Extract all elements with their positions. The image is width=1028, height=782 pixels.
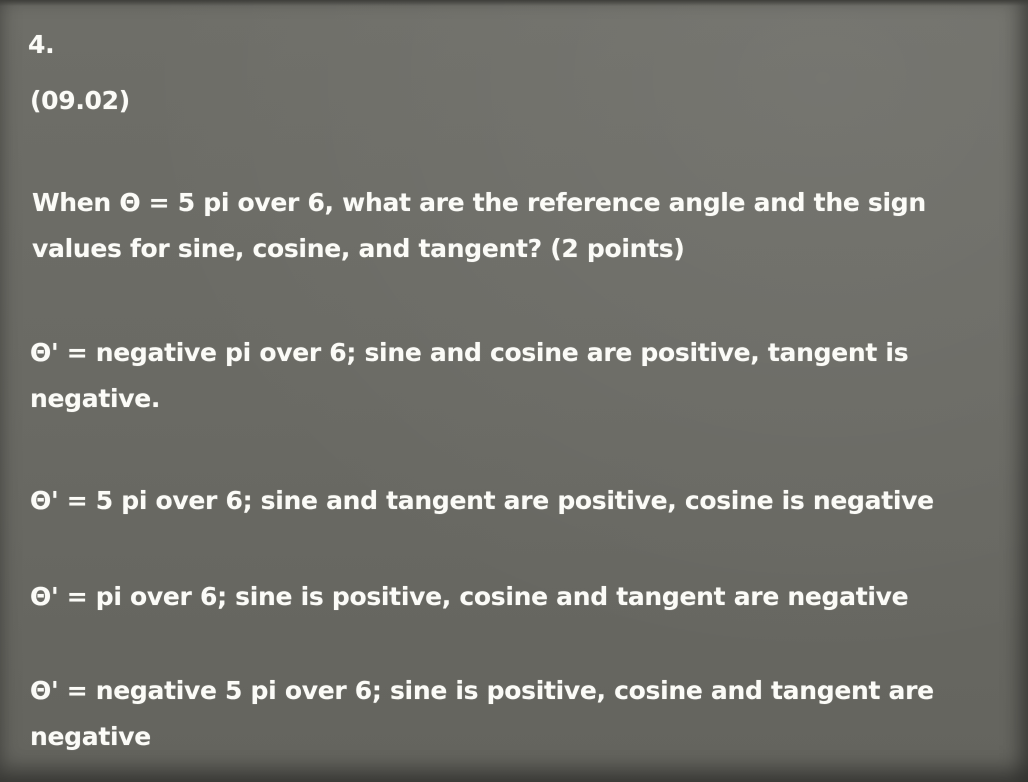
question-text: When Θ = 5 pi over 6, what are the reference angle and the sign values for sine, cosine, and tangent? (2 points): [32, 188, 926, 263]
question-number: 4.: [28, 30, 55, 59]
answer-choice-1-label: Θ' = negative pi over 6; sine and cosine are positive, tangent is negative.: [30, 338, 909, 413]
answer-choice-2[interactable]: [30, 478, 990, 524]
answer-choice-4[interactable]: [30, 668, 990, 760]
answer-choice-3[interactable]: [30, 574, 990, 620]
answer-choice-4-label: Θ' = negative 5 pi over 6; sine is positive, cosine and tangent are negative: [30, 676, 934, 751]
screen-top-edge: [0, 0, 1028, 6]
answer-choice-1[interactable]: [30, 330, 990, 422]
answer-choice-2-label: Θ' = 5 pi over 6; sine and tangent are positive, cosine is negative: [30, 486, 934, 515]
question-code: (09.02): [30, 86, 130, 115]
answer-choice-3-label: Θ' = pi over 6; sine is positive, cosine and tangent are negative: [30, 582, 909, 611]
